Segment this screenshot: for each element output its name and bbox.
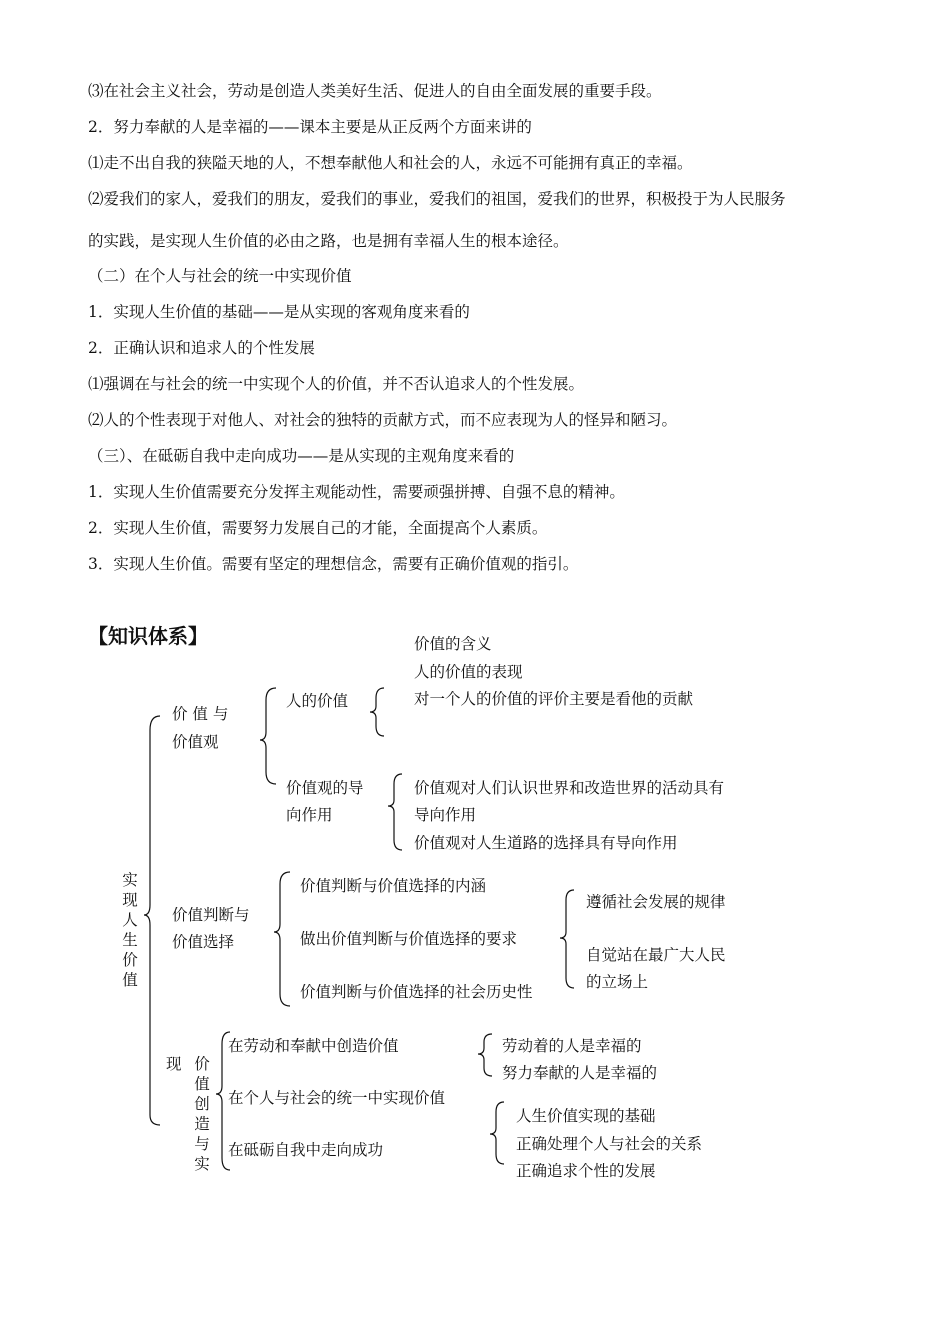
labor-item: 努力奉献的人是幸福的 <box>502 1064 658 1082</box>
paragraph: ⑶在社会主义社会，劳动是创造人类美好生活、促进人的自由全面发展的重要手段。 <box>88 82 662 100</box>
section-title: 【知识体系】 <box>88 624 208 648</box>
b2-item: 做出价值判断与价值选择的要求 <box>300 930 518 948</box>
b3-item: 在个人与社会的统一中实现价值 <box>228 1089 446 1107</box>
c2-item: 导向作用 <box>414 806 477 824</box>
b2-brace <box>274 872 290 1006</box>
paragraph: ⑴走不出自我的狭隘天地的人，不想奉献他人和社会的人，永远不可能拥有真正的幸福。 <box>88 154 693 172</box>
b3-item: 在砥砺自我中走向成功 <box>228 1141 384 1159</box>
unity-brace <box>490 1102 504 1164</box>
req-item: 自觉站在最广大人民 <box>586 946 726 964</box>
paragraph: 1．实现人生价值需要充分发挥主观能动性，需要顽强拼搏、自强不息的精神。 <box>88 483 625 501</box>
b2-label: 价值判断与 <box>172 906 250 924</box>
b3-label-prefix: 现 <box>166 1055 182 1073</box>
b2-item: 价值判断与价值选择的内涵 <box>300 877 487 895</box>
unity-item: 正确追求个性的发展 <box>516 1162 656 1180</box>
b3-item: 在劳动和奉献中创造价值 <box>228 1037 399 1055</box>
paragraph: 2．正确认识和追求人的个性发展 <box>88 339 315 357</box>
tree-root: 实现人生价值 <box>122 871 138 989</box>
paragraph: 的实践，是实现人生价值的必由之路，也是拥有幸福人生的根本途径。 <box>88 232 569 250</box>
req-item: 遵循社会发展的规律 <box>586 893 726 911</box>
paragraph: （二）在个人与社会的统一中实现价值 <box>88 267 352 285</box>
c2-brace <box>388 774 402 850</box>
b1-label: 价值观 <box>172 733 219 751</box>
c1-item: 人的价值的表现 <box>414 663 523 681</box>
b1-label: 价 值 与 <box>172 705 229 723</box>
labor-item: 劳动着的人是幸福的 <box>502 1037 642 1055</box>
c2-item: 价值观对人们认识世界和改造世界的活动具有 <box>414 779 725 797</box>
paragraph: 3．实现人生价值。需要有坚定的理想信念，需要有正确价值观的指引。 <box>88 555 579 573</box>
paragraph: 1．实现人生价值的基础——是从实现的客观角度来看的 <box>88 303 470 321</box>
paragraph: （三）、在砥砺自我中走向成功——是从实现的主观角度来看的 <box>88 447 515 465</box>
c2-label: 价值观的导 <box>286 779 364 797</box>
c1-brace <box>370 688 384 736</box>
paragraph: ⑴强调在与社会的统一中实现个人的价值，并不否认追求人的个性发展。 <box>88 375 585 393</box>
c1-item: 价值的含义 <box>414 635 492 653</box>
unity-item: 正确处理个人与社会的关系 <box>516 1135 703 1153</box>
paragraph: 2．努力奉献的人是幸福的——课本主要是从正反两个方面来讲的 <box>88 118 532 136</box>
b2-item: 价值判断与价值选择的社会历史性 <box>300 983 533 1001</box>
unity-item: 人生价值实现的基础 <box>516 1107 656 1125</box>
root-brace <box>144 716 160 1125</box>
labor-brace <box>478 1034 492 1076</box>
paragraph: 2．实现人生价值，需要努力发展自己的才能，全面提高个人素质。 <box>88 519 548 537</box>
b3-label: 价值创造与实 <box>194 1055 210 1173</box>
req-item: 的立场上 <box>586 973 649 991</box>
c1-label: 人的价值 <box>286 692 349 710</box>
b1-brace <box>260 688 276 784</box>
c1-item: 对一个人的价值的评价主要是看他的贡献 <box>414 690 694 708</box>
c2-label: 向作用 <box>286 806 333 824</box>
paragraph: ⑵爱我们的家人，爱我们的朋友，爱我们的事业，爱我们的祖国，爱我们的世界，积极投于为人民服务 <box>88 190 786 208</box>
paragraph: ⑵人的个性表现于对他人、对社会的独特的贡献方式，而不应表现为人的怪异和陋习。 <box>88 411 678 429</box>
b2-label: 价值选择 <box>172 933 235 951</box>
req-brace <box>560 890 574 988</box>
c2-item: 价值观对人生道路的选择具有导向作用 <box>414 834 678 852</box>
